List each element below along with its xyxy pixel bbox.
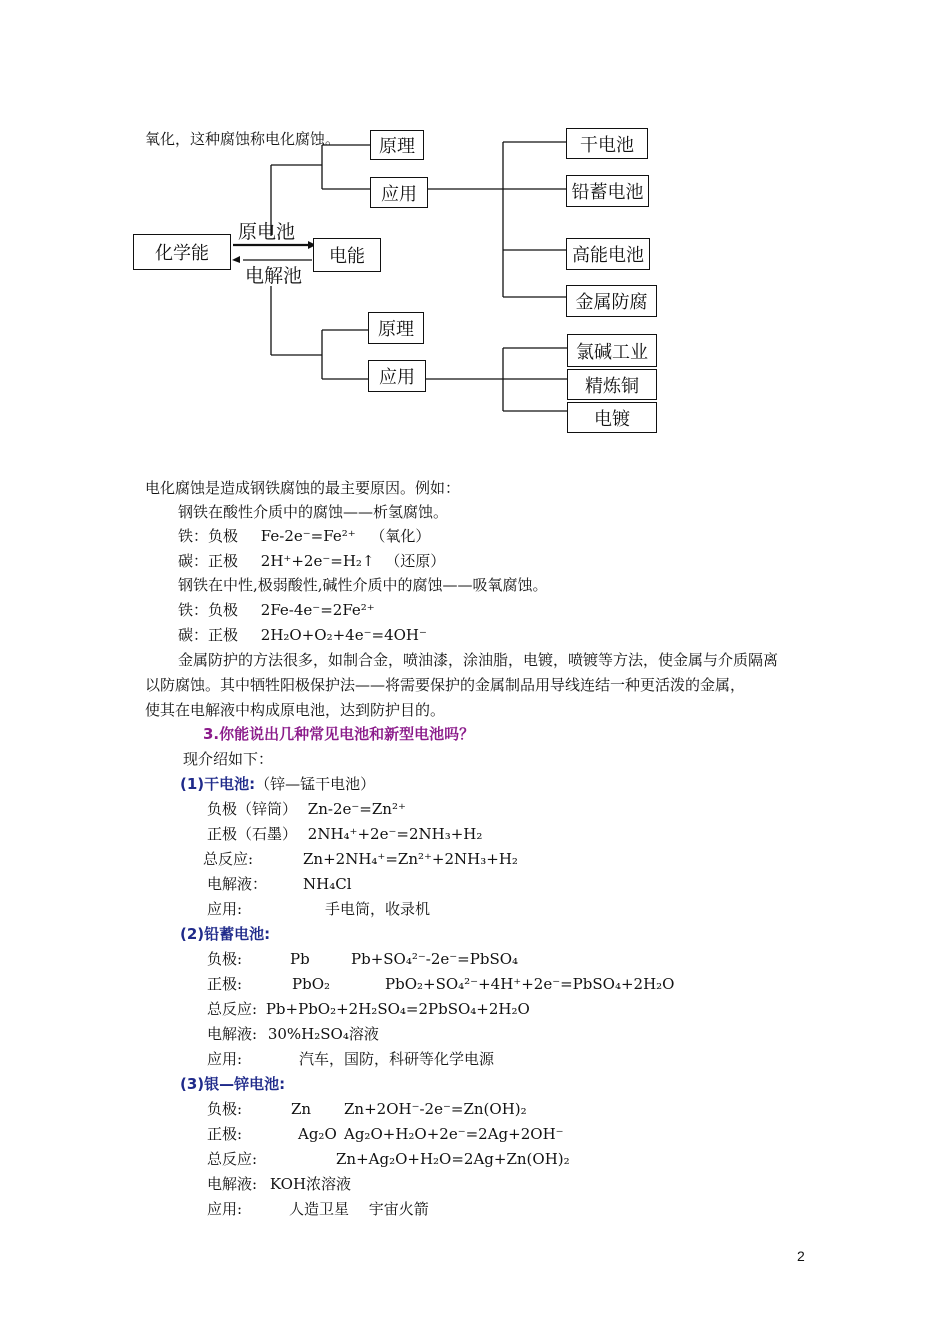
label: 电解液: [207,1025,258,1043]
label: 应用: [207,900,243,918]
lead-acid-total [207,999,530,1019]
equation: Zn+Ag₂O+H₂O=2Ag+Zn(OH)₂ [336,1150,570,1168]
label: 负极: [207,950,243,968]
eq-iron-anode-acid [178,526,430,546]
label: 应用: [207,1200,243,1218]
label: 电解液： [207,875,268,893]
silver-zinc-total [207,1149,570,1169]
eq-carbon-cathode-neutral [178,625,427,645]
silver-zinc-heading: (3)银—锌电池: [180,1075,286,1093]
para-protection-2: 以防腐蚀。其中牺牲阳极保护法——将需要保护的金属制品用导线连结一种更活泼的金属， [145,676,746,694]
label: 正极（石墨） [207,825,298,843]
label: 正极: [207,975,243,993]
label: 碳：正极 [178,626,239,644]
material: PbO₂ [292,975,331,993]
lead-acid-negative [207,949,519,969]
lower-application-box: 应用 [368,360,426,392]
label: 电解液: [207,1175,258,1193]
equation: 2H₂O+O₂+4e⁻=4OH⁻ [260,626,427,644]
equation: Zn+2NH₄⁺=Zn²⁺+2NH₃+H₂ [303,850,518,868]
equation: Pb+PbO₂+2H₂SO₄=2PbSO₄+2H₂O [265,1000,530,1018]
chemical-energy-box: 化学能 [133,234,231,270]
label: 应用: [207,1050,243,1068]
galvanic-cell-label: 原电池 [238,221,296,243]
value: 30%H₂SO₄溶液 [267,1025,379,1043]
label: 碳：正极 [178,552,239,570]
lead-acid-electrolyte [207,1024,379,1044]
para-protection-3: 使其在电解液中构成原电池，达到防护目的。 [145,701,446,719]
equation: 2H⁺+2e⁻=H₂↑ [260,552,375,570]
value: NH₄Cl [303,875,352,893]
label: 负极: [207,1100,243,1118]
para-oxygen-corrosion: 钢铁在中性,极弱酸性,碱性介质中的腐蚀——吸氧腐蚀。 [178,576,548,594]
dry-cell-electrolyte [207,874,352,894]
label: 负极（锌筒） [207,800,298,818]
value: KOH浓溶液 [269,1175,352,1193]
intro-line: 氧化，这种腐蚀称电化腐蚀。 [145,130,341,148]
lead-acid-positive [207,974,675,994]
equation: Fe-2e⁻=Fe²⁺ [260,527,356,545]
intro-list: 现介绍如下： [183,750,274,768]
use-copper-refining-box: 精炼铜 [567,369,657,400]
dry-cell-positive [207,824,482,844]
eq-iron-anode-neutral [178,600,375,620]
equation: 2NH₄⁺+2e⁻=2NH₃+H₂ [307,825,483,843]
use-high-energy-cell-box: 高能电池 [566,238,650,270]
dry-cell-note: （锌—锰干电池） [255,775,376,793]
lead-acid-application [207,1049,495,1069]
silver-zinc-negative [207,1099,527,1119]
label: 正极: [207,1125,243,1143]
lead-acid-heading: (2)铅蓄电池: [180,925,271,943]
silver-zinc-application [207,1199,429,1219]
para-protection-1: 金属防护的方法很多，如制合金，喷油漆，涂油脂，电镀，喷镀等方法，使金属与介质隔离 [178,651,779,669]
use-electroplating-box: 电镀 [567,402,657,433]
use-lead-acid-box: 铅蓄电池 [566,175,649,207]
use-corrosion-protection-box: 金属防腐 [566,285,657,317]
equation: Ag₂O+H₂O+2e⁻=2Ag+2OH⁻ [344,1125,564,1143]
upper-principle-box: 原理 [370,130,424,160]
use-chlor-alkali-box: 氯碱工业 [567,334,657,367]
electrolytic-cell-label: 电解池 [245,265,303,287]
equation: 2Fe-4e⁻=2Fe²⁺ [260,601,375,619]
label: 总反应: [207,1150,258,1168]
dry-cell-application [207,899,431,919]
para-electro-corrosion: 电化腐蚀是造成钢铁腐蚀的最主要原因。例如： [145,479,461,497]
equation: PbO₂+SO₄²⁻+4H⁺+2e⁻=PbSO₄+2H₂O [385,975,675,993]
label: 铁：负极 [178,527,239,545]
question-3-heading: 3.你能说出几种常见电池和新型电池吗？ [203,725,475,743]
silver-zinc-positive [207,1124,564,1144]
material: Pb [290,950,310,968]
label: 铁：负极 [178,601,239,619]
para-hydrogen-corrosion: 钢铁在酸性介质中的腐蚀——析氢腐蚀。 [178,503,449,521]
lower-principle-box: 原理 [368,312,424,344]
use-dry-cell-box: 干电池 [566,128,648,159]
electric-energy-box: 电能 [313,238,381,272]
silver-zinc-electrolyte [207,1174,351,1194]
value: 汽车，国防，科研等化学电源 [299,1050,495,1068]
diagram-connectors [0,0,950,460]
equation: Zn+2OH⁻-2e⁻=Zn(OH)₂ [344,1100,527,1118]
dry-cell-heading-line [180,774,375,794]
dry-cell-total [203,849,518,869]
material: Zn [291,1100,312,1118]
label: 总反应: [207,1000,258,1018]
value: 人造卫星 宇宙火箭 [289,1200,429,1218]
label: 总反应: [203,850,254,868]
dry-cell-negative [207,799,406,819]
note: （氧化） [370,527,431,545]
equation: Pb+SO₄²⁻-2e⁻=PbSO₄ [351,950,519,968]
material: Ag₂O [298,1125,337,1143]
dry-cell-heading: (1)干电池: [180,775,256,793]
note: （还原） [385,552,446,570]
upper-application-box: 应用 [370,177,428,208]
eq-carbon-cathode-acid [178,551,445,571]
value: 手电筒，收录机 [325,900,431,918]
equation: Zn-2e⁻=Zn²⁺ [307,800,406,818]
page-number: 2 [797,1248,805,1264]
